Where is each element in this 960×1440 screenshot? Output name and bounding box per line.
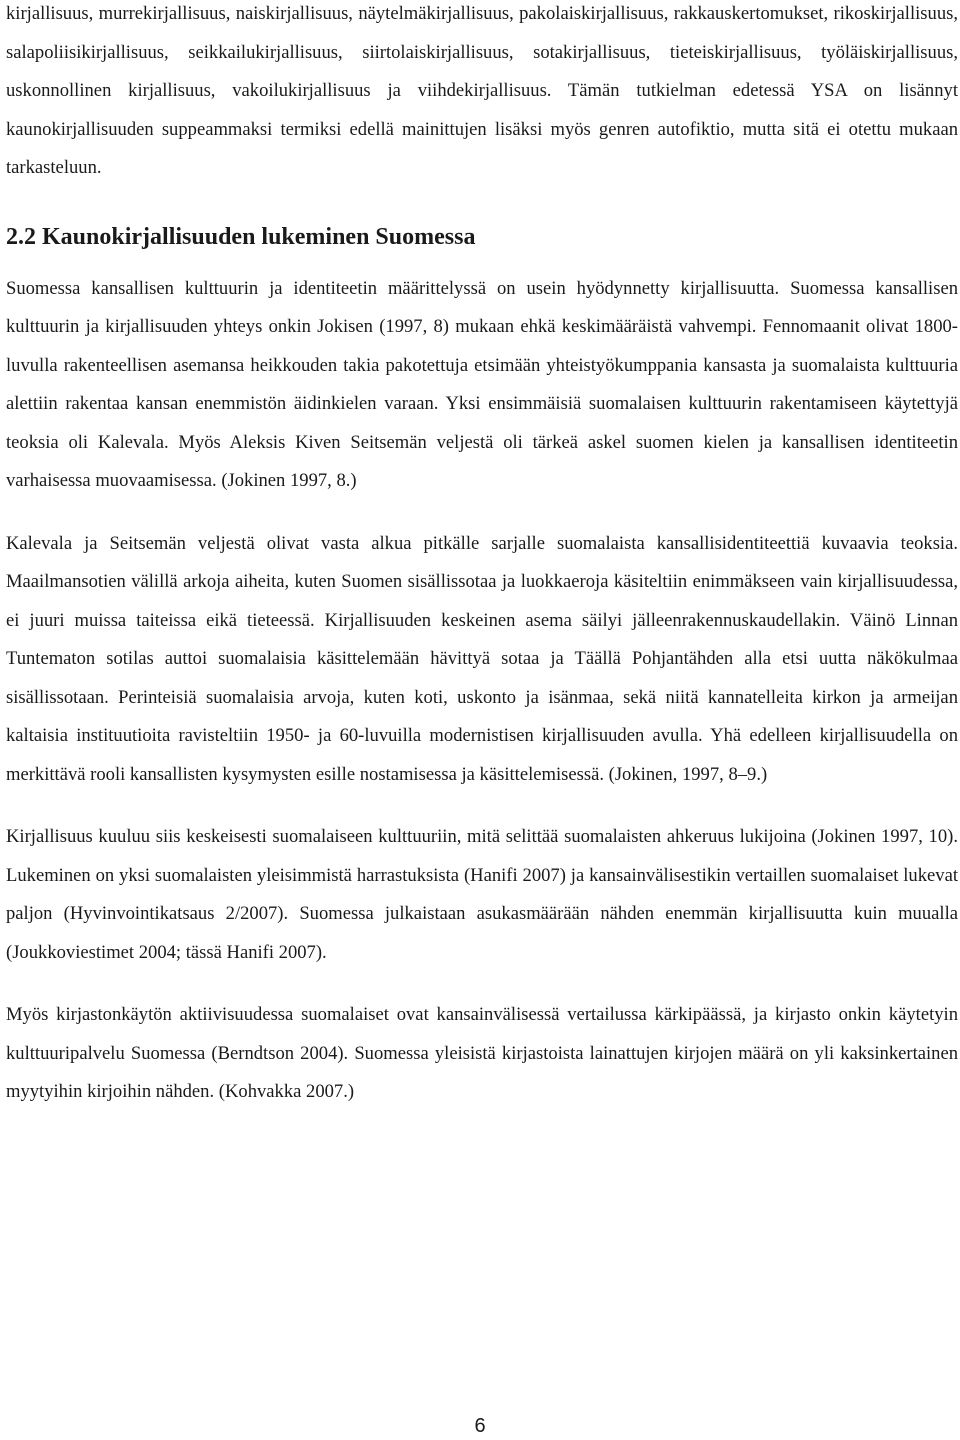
intro-paragraph: kirjallisuus, murrekirjallisuus, naiskirjallisuus, näytelmäkirjallisuus, pakolaiskirjallisuus, rakkauskertomukset, rikoskirjallisuus, salapoliisikirjallisuus, seikkailukirjallisuus, siirtolaiskirjallisuus, sotakirjallisuus, tieteiskirjallisuus, työläiskirjallisuus, uskonnollinen kirjallisuus, vakoilukirjallisuus ja viihdekirjallisuus. Tämän tutkielman edetessä YSA on lisännyt kaunokirjallisuuden suppeammaksi termiksi edellä mainittujen lisäksi myös genren autofiktio, mutta sitä ei otettu mukaan tarkasteluun. <box>6 3 958 178</box>
body-paragraph-4: Myös kirjastonkäytön aktiivisuudessa suomalaiset ovat kansainvälisessä vertailussa kärkipäässä, ja kirjasto onkin käytetyin kulttuuripalvelu Suomessa (Berndtson 2004). Suomessa yleisistä kirjastoista lainattujen kirjojen määrä on yli kaksinkertainen myytyihin kirjoihin nähden. (Kohvakka 2007.) <box>6 1004 958 1102</box>
document-page <box>6 0 958 1112</box>
page-number: 6 <box>474 1415 486 1437</box>
section-heading: 2.2 Kaunokirjallisuuden lukeminen Suomessa <box>6 223 476 250</box>
body-paragraph-3: Kirjallisuus kuuluu siis keskeisesti suomalaiseen kulttuuriin, mitä selittää suomalaisten ahkeruus lukijoina (Jokinen 1997, 10). Lukeminen on yksi suomalaisten yleisimmistä harrastuksista (Hanifi 2007) ja kansainvälisestikin vertaillen suomalaiset lukevat paljon (Hyvinvointikatsaus 2/2007). Suomessa julkaistaan asukasmäärään nähden enemmän kirjallisuutta kuin muualla (Joukkoviestimet 2004; tässä Hanifi 2007). <box>6 826 958 963</box>
body-paragraph-2: Kalevala ja Seitsemän veljestä olivat vasta alkua pitkälle sarjalle suomalaista kansallisidentiteettiä kuvaavia teoksia. Maailmansotien välillä arkoja aiheita, kuten Suomen sisällissotaa ja luokkaeroja käsiteltiin enimmäkseen vain kirjallisuudessa, ei juuri muissa taiteissa eikä tieteessä. Kirjallisuuden keskeinen asema säilyi jälleenrakennuskaudellakin. Väinö Linnan Tuntematon sotilas auttoi suomalaisia käsittelemään hävittyä sotaa ja Täällä Pohjantähden alla etsi uutta näkökulmaa sisällissotaan. Perinteisiä suomalaisia arvoja, kuten koti, uskonto ja isänmaa, sekä niitä kannatelleita kirkon ja armeijan kaltaisia instituutioita ravisteltiin 1950- ja 60-luvuilla modernistisen kirjallisuuden avulla. Yhä edelleen kirjallisuudella on merkittävä rooli kansallisten kysymysten esille nostamisessa ja käsittelemisessä. (Jokinen, 1997, 8–9.) <box>6 532 958 785</box>
body-paragraph-1: Suomessa kansallisen kulttuurin ja identiteetin määrittelyssä on usein hyödynnetty kirjallisuutta. Suomessa kansallisen kulttuurin ja kirjallisuuden yhteys onkin Jokisen (1997, 8) mukaan ehkä keskimääräistä vahvempi. Fennomaanit olivat 1800-luvulla rakenteellisen asemansa heikkouden takia pakotettuja etsimään yhteistyökumppania kansasta ja suomalaista kulttuuria alettiin rakentaa kansan enemmistön äidinkielen varaan. Yksi ensimmäisiä suomalaisen kulttuurin rakentamiseen käytettyjä teoksia oli Kalevala. Myös Aleksis Kiven Seitsemän veljestä oli tärkeä askel suomen kielen ja kansallisen identiteetin varhaisessa muovaamisessa. (Jokinen 1997, 8.) <box>6 277 958 491</box>
